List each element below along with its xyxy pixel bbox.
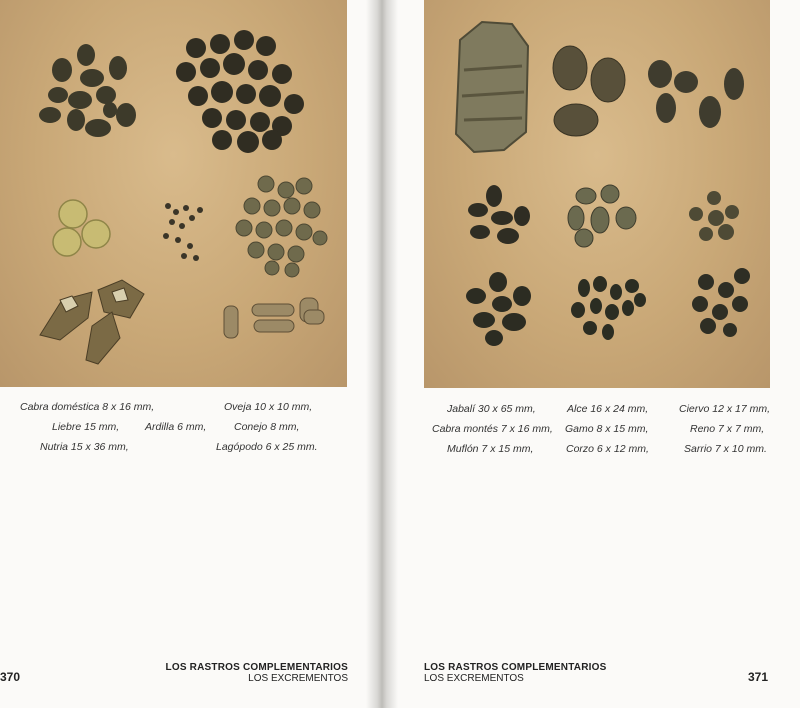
caption-fallow-deer: Gamo 8 x 15 mm,	[565, 423, 649, 435]
ibex-droppings	[468, 185, 530, 244]
ptarmigan-droppings	[224, 298, 324, 338]
caption-mouflon: Muflón 7 x 15 mm,	[447, 443, 534, 455]
squirrel-droppings	[163, 203, 203, 261]
reindeer-droppings	[689, 191, 739, 241]
caption-boar: Jabalí 30 x 65 mm,	[447, 403, 536, 415]
rabbit-droppings	[236, 176, 327, 277]
book-gutter	[366, 0, 398, 708]
caption-reindeer: Reno 7 x 7 mm,	[690, 423, 765, 435]
boar-dropping	[456, 22, 528, 152]
running-head-right	[424, 662, 606, 684]
page-number-left: 370	[0, 670, 21, 684]
caption-squirrel: Ardilla 6 mm,	[145, 421, 207, 433]
sheep-droppings	[176, 30, 304, 153]
fallow-deer-droppings	[568, 185, 636, 247]
chamois-droppings	[692, 268, 750, 337]
hare-droppings	[53, 200, 110, 256]
red-deer-droppings	[648, 60, 744, 128]
caption-red-deer: Ciervo 12 x 17 mm,	[679, 403, 771, 415]
caption-chamois: Sarrio 7 x 10 mm.	[684, 443, 767, 455]
caption-hare: Liebre 15 mm,	[52, 421, 120, 433]
caption-roe-deer: Corzo 6 x 12 mm,	[566, 443, 649, 455]
caption-domestic-goat: Cabra doméstica 8 x 16 mm,	[20, 401, 155, 413]
caption-moose: Alce 16 x 24 mm,	[567, 403, 649, 415]
caption-ptarmigan: Lagópodo 6 x 25 mm.	[216, 441, 318, 453]
mouflon-droppings	[466, 272, 531, 346]
running-head-title-left: LOS RASTROS COMPLEMENTARIOS	[165, 662, 348, 673]
otter-droppings	[40, 280, 144, 364]
goat-droppings	[39, 44, 136, 137]
roe-deer-droppings	[571, 276, 646, 340]
droppings-photo-right	[424, 0, 770, 388]
moose-droppings	[553, 46, 625, 136]
running-head-left	[166, 662, 348, 684]
caption-ibex: Cabra montés 7 x 16 mm,	[432, 423, 553, 435]
running-head-subtitle-left: LOS EXCREMENTOS	[248, 673, 348, 684]
droppings-illustration-right	[424, 0, 770, 388]
droppings-photo-left	[0, 0, 347, 387]
caption-sheep: Oveja 10 x 10 mm,	[224, 401, 313, 413]
droppings-illustration-left	[0, 0, 347, 387]
running-head-subtitle-right: LOS EXCREMENTOS	[424, 673, 524, 684]
running-head-title-right: LOS RASTROS COMPLEMENTARIOS	[424, 662, 607, 673]
caption-otter: Nutria 15 x 36 mm,	[40, 441, 129, 453]
page-number-right: 371	[748, 670, 769, 684]
caption-rabbit: Conejo 8 mm,	[234, 421, 300, 433]
